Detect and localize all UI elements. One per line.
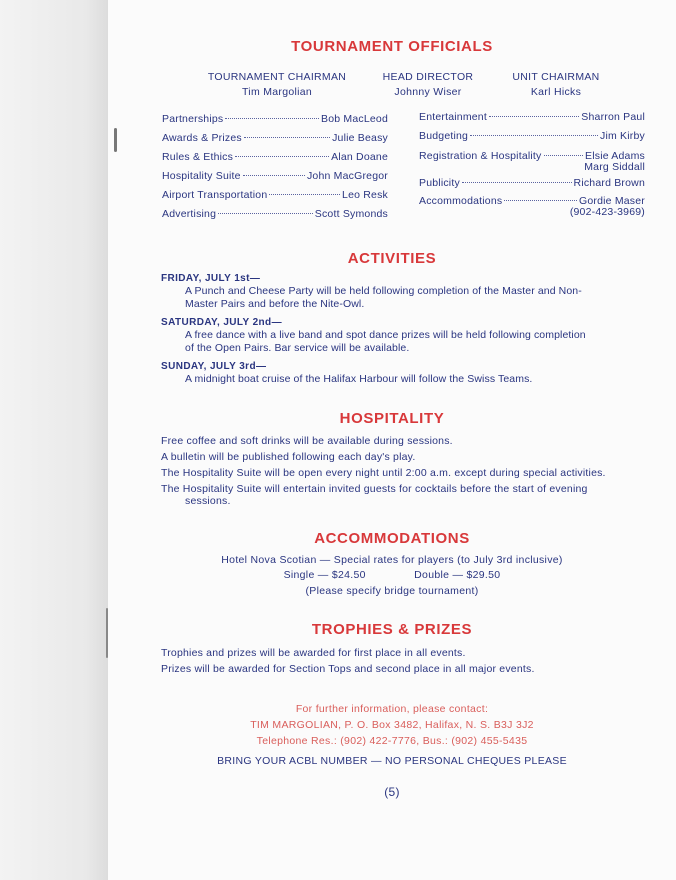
chairman-name: Tim Margolian <box>241 86 313 98</box>
unit-chairman-block <box>500 70 612 100</box>
leader-dots <box>235 156 329 157</box>
trophies-line: Trophies and prizes will be awarded for first place in all events. <box>161 647 466 659</box>
committee-member: Leo Resk <box>342 189 388 201</box>
committee-label: Registration & Hospitality <box>419 150 542 162</box>
payment-notice: BRING YOUR ACBL NUMBER — NO PERSONAL CHEQUES PLEASE <box>217 755 567 767</box>
accommodations-heading: ACCOMMODATIONS <box>314 530 470 547</box>
director-role: HEAD DIRECTOR <box>382 71 474 83</box>
unit-chairman-name: Karl Hicks <box>530 86 582 98</box>
contact-address: TIM MARGOLIAN, P. O. Box 3482, Halifax, N. S. B3J 3J2 <box>250 719 534 731</box>
leader-dots <box>269 194 340 195</box>
unit-chairman-role: UNIT CHAIRMAN <box>512 71 600 83</box>
hotel-rate-line: Hotel Nova Scotian — Special rates for players (to July 3rd inclusive) <box>221 554 563 566</box>
leader-dots <box>470 135 598 136</box>
committee-member: Jim Kirby <box>600 130 645 142</box>
committee-label: Accommodations <box>419 195 503 207</box>
chairman-block <box>192 70 362 100</box>
committee-member: John MacGregor <box>306 170 388 182</box>
committee-member: Elsie Adams <box>585 150 645 162</box>
contact-intro: For further information, please contact: <box>295 703 489 715</box>
leader-dots <box>218 213 313 214</box>
committee-row <box>162 208 388 220</box>
leader-dots <box>504 200 577 201</box>
committee-row <box>162 189 388 201</box>
hospitality-line: Free coffee and soft drinks will be available during sessions. <box>161 435 453 447</box>
committee-label: Budgeting <box>419 130 469 142</box>
contact-phone: Telephone Res.: (902) 422-7776, Bus.: (902) 455-5435 <box>256 735 528 747</box>
committee-row <box>419 177 645 189</box>
hospitality-heading: HOSPITALITY <box>339 410 445 427</box>
leader-dots <box>489 116 579 117</box>
committee-label: Rules & Ethics <box>162 151 234 163</box>
committee-member: Gordie Maser <box>578 195 645 207</box>
committee-row <box>419 130 645 142</box>
activity-line: of the Open Pairs. Bar service will be available. <box>185 342 410 354</box>
activity-line: A midnight boat cruise of the Halifax Harbour will follow the Swiss Teams. <box>185 373 533 385</box>
hospitality-line: A bulletin will be published following each day's play. <box>161 451 416 463</box>
leader-dots <box>243 175 305 176</box>
trophies-line: Prizes will be awarded for Section Tops and second place in all major events. <box>161 663 535 675</box>
activity-text <box>185 285 643 311</box>
committee-member: Alan Doane <box>331 151 388 163</box>
activities-heading: ACTIVITIES <box>347 250 437 267</box>
page-number: (5) <box>384 785 400 799</box>
committee-label: Awards & Prizes <box>162 132 242 144</box>
committee-member-extra: Marg Siddall <box>584 161 645 173</box>
committee-label: Airport Transportation <box>162 189 268 201</box>
hospitality-line: sessions. <box>185 495 231 507</box>
activity-text <box>185 373 643 386</box>
binding-shadow <box>0 0 108 880</box>
activity-text <box>185 329 643 355</box>
committee-row <box>419 111 645 123</box>
committee-label: Hospitality Suite <box>162 170 241 182</box>
activity-line: Master Pairs and before the Nite-Owl. <box>185 298 365 310</box>
director-block <box>372 70 484 100</box>
committee-row <box>162 170 388 182</box>
leader-dots <box>225 118 319 119</box>
committee-row <box>162 132 388 144</box>
booking-note: (Please specify bridge tournament) <box>305 585 479 597</box>
committee-label: Publicity <box>419 177 460 189</box>
committee-member: Bob MacLeod <box>321 113 388 125</box>
single-rate: Single — $24.50 <box>283 569 366 581</box>
staple-top <box>114 128 117 152</box>
committee-member: Scott Symonds <box>314 208 388 220</box>
trophies-heading: TROPHIES & PRIZES <box>311 621 473 638</box>
director-name: Johnny Wiser <box>394 86 462 98</box>
committee-row <box>162 151 388 163</box>
officials-heading: TOURNAMENT OFFICIALS <box>291 38 493 55</box>
activity-line: A free dance with a live band and spot dance prizes will be held following completion <box>185 329 586 341</box>
room-rates <box>108 569 676 581</box>
double-rate: Double — $29.50 <box>414 569 501 581</box>
chairman-role: TOURNAMENT CHAIRMAN <box>207 71 347 83</box>
committee-member: Julie Beasy <box>332 132 388 144</box>
committee-member: Richard Brown <box>573 177 645 189</box>
committee-label: Advertising <box>162 208 217 220</box>
committee-row <box>162 113 388 125</box>
committee-label: Entertainment <box>419 111 487 123</box>
program-page <box>108 0 676 880</box>
committee-label: Partnerships <box>162 113 224 125</box>
hospitality-line: The Hospitality Suite will entertain invited guests for cocktails before the start of evening <box>161 483 588 495</box>
committee-member-extra: (902-423-3969) <box>569 206 645 218</box>
activity-day: SUNDAY, JULY 3rd— <box>161 361 267 372</box>
leader-dots <box>244 137 330 138</box>
committee-member: Sharron Paul <box>581 111 645 123</box>
hospitality-line: The Hospitality Suite will be open every night until 2:00 a.m. except during special activities. <box>161 467 606 479</box>
activity-day: SATURDAY, JULY 2nd— <box>161 317 282 328</box>
activity-day: FRIDAY, JULY 1st— <box>161 273 261 284</box>
leader-dots <box>544 155 584 156</box>
leader-dots <box>462 182 572 183</box>
activity-line: A Punch and Cheese Party will be held following completion of the Master and Non- <box>185 285 582 297</box>
